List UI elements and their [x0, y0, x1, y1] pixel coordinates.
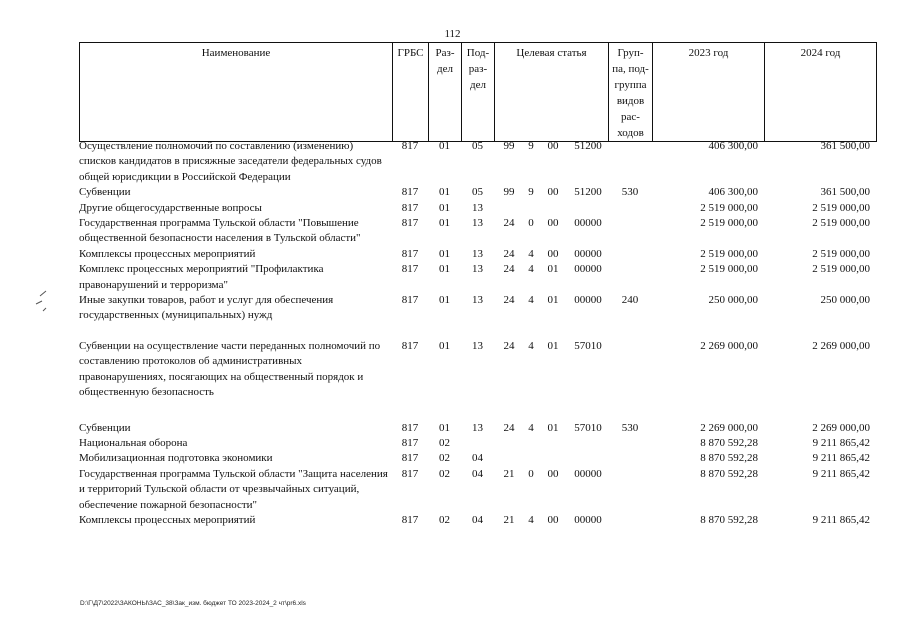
- cell-expense-group: [608, 436, 652, 451]
- table-row: [79, 185, 876, 200]
- cell-target-direction: [568, 201, 608, 216]
- cell-expense-group: [608, 451, 652, 466]
- cell-amount-2024: 361 500,00: [820, 140, 870, 152]
- cell-amount-2024: 9 211 865,42: [812, 452, 870, 465]
- cell-amount-2024: 9 211 865,42: [812, 467, 870, 480]
- cell-amount-2023: 8 870 592,28: [700, 436, 758, 449]
- cell-target-direction: 57010: [574, 339, 602, 352]
- cell-target-complex: 00: [547, 247, 559, 260]
- header-year-2024: 2024 год: [765, 43, 877, 142]
- cell-amount-2024: 9 211 865,42: [812, 436, 870, 449]
- cell-target-program: 21: [503, 467, 515, 480]
- footer-file-path: D:\Г\Д7\2022\ЗАКОНЫ\ЗАС_38\Зак_изм. бюджет ТО 2023-2024_2 чт\pr6.xls: [80, 600, 306, 607]
- cell-expense-group: [608, 339, 652, 421]
- budget-table: [79, 139, 876, 528]
- cell-expense-group: [608, 262, 652, 293]
- cell-amount-2023: 2 269 000,00: [700, 421, 758, 434]
- cell-razdel: 01: [439, 263, 450, 276]
- header-grbs: ГРБС: [393, 43, 429, 142]
- table-row: [79, 467, 876, 513]
- cell-grbs: 817: [401, 201, 419, 214]
- cell-target-direction: 51200: [574, 186, 602, 199]
- cell-target-complex: 01: [547, 339, 559, 352]
- cell-name: Осуществление полномочий по составлению (изменению) списков кандидатов в присяжные заседатели федеральных судов общей юрисдикции в Российской Федерации: [79, 140, 382, 183]
- table-row: [79, 421, 876, 436]
- table-row: [79, 451, 876, 466]
- cell-target-type: 4: [528, 339, 534, 352]
- cell-podrazdel: 13: [472, 217, 483, 230]
- cell-podrazdel: 13: [472, 421, 483, 434]
- cell-target-type: [524, 436, 538, 451]
- cell-grbs: 817: [401, 513, 419, 526]
- cell-amount-2024: 2 269 000,00: [812, 421, 870, 434]
- cell-grbs: 817: [401, 263, 419, 276]
- cell-podrazdel: 04: [472, 513, 483, 526]
- cell-expense-group: [608, 139, 652, 185]
- cell-target-program: 24: [503, 217, 515, 230]
- header-year-2023: 2023 год: [653, 43, 765, 142]
- cell-podrazdel: 13: [472, 263, 483, 276]
- header-group: Груп- па, под- группа видов рас- ходов: [609, 43, 653, 142]
- cell-name: Субвенции: [79, 186, 131, 199]
- cell-amount-2023: 250 000,00: [708, 294, 758, 307]
- cell-expense-group: 530: [621, 186, 639, 199]
- cell-amount-2023: 2 269 000,00: [700, 339, 758, 352]
- cell-grbs: 817: [401, 339, 419, 352]
- cell-name: Субвенции: [79, 421, 131, 434]
- margin-pen-marks: [32, 288, 62, 318]
- cell-target-type: 4: [528, 513, 534, 526]
- cell-target-program: 24: [503, 421, 515, 434]
- cell-razdel: 01: [439, 339, 450, 352]
- cell-razdel: 01: [439, 186, 450, 199]
- cell-target-program: [494, 436, 524, 451]
- cell-name: Другие общегосударственные вопросы: [79, 201, 262, 214]
- table-row: [79, 201, 876, 216]
- cell-razdel: 01: [439, 140, 450, 152]
- cell-target-complex: 00: [547, 186, 559, 199]
- header-razdel: Раз- дел: [429, 43, 462, 142]
- cell-target-complex: 00: [547, 140, 559, 152]
- table-row: [79, 513, 876, 528]
- cell-razdel: 02: [439, 467, 450, 480]
- cell-podrazdel: 05: [472, 140, 483, 152]
- cell-target-complex: [538, 436, 568, 451]
- cell-target-type: 0: [528, 467, 534, 480]
- cell-amount-2023: 8 870 592,28: [700, 513, 758, 526]
- cell-name: Комплексы процессных мероприятий: [79, 513, 256, 526]
- cell-podrazdel: 05: [472, 186, 483, 199]
- cell-amount-2023: 2 519 000,00: [700, 201, 758, 214]
- cell-razdel: 01: [439, 421, 450, 434]
- cell-amount-2023: 406 300,00: [708, 186, 758, 199]
- cell-target-complex: 01: [547, 421, 559, 434]
- cell-target-type: 9: [528, 140, 534, 152]
- cell-name: Государственная программа Тульской области "Защита населения и территорий Тульской области от чрезвычайных ситуаций, обеспечение пожарной безопасности": [79, 467, 388, 511]
- cell-expense-group: 240: [621, 294, 639, 307]
- cell-name: Субвенции на осуществление части переданных полномочий по составлению протоколов об административных правонарушениях, посягающих на общественный порядок и общественную безопасность: [79, 339, 381, 399]
- header-target: Целевая статья: [495, 43, 609, 142]
- cell-expense-group: [608, 513, 652, 528]
- cell-grbs: 817: [401, 140, 419, 152]
- cell-target-complex: [538, 451, 568, 466]
- cell-grbs: 817: [401, 294, 419, 307]
- cell-name: Комплекс процессных мероприятий "Профилактика правонарушений и терроризма": [79, 263, 324, 291]
- cell-razdel: 02: [439, 513, 450, 526]
- cell-target-complex: 00: [547, 217, 559, 230]
- cell-target-type: 4: [528, 294, 534, 307]
- cell-name: Комплексы процессных мероприятий: [79, 247, 256, 260]
- cell-amount-2024: 2 519 000,00: [812, 217, 870, 230]
- cell-target-program: 99: [503, 140, 515, 152]
- cell-target-program: 99: [503, 186, 515, 199]
- cell-grbs: 817: [401, 467, 419, 480]
- cell-target-direction: 00000: [574, 217, 602, 230]
- table-row: [79, 339, 876, 421]
- cell-podrazdel: 04: [472, 467, 483, 480]
- table-header: [79, 42, 876, 138]
- cell-amount-2024: 2 269 000,00: [812, 339, 870, 352]
- cell-target-program: 24: [503, 247, 515, 260]
- cell-podrazdel: 13: [472, 201, 483, 214]
- cell-amount-2023: 406 300,00: [708, 140, 758, 152]
- cell-grbs: 817: [401, 247, 419, 260]
- cell-target-direction: [568, 451, 608, 466]
- cell-target-complex: 01: [547, 263, 559, 276]
- cell-amount-2024: 2 519 000,00: [812, 201, 870, 214]
- header-name: Наименование: [80, 43, 393, 142]
- cell-name: Иные закупки товаров, работ и услуг для обеспечения государственных (муниципальных) нужд: [79, 294, 334, 322]
- cell-target-complex: 01: [547, 294, 559, 307]
- cell-grbs: 817: [401, 217, 419, 230]
- cell-target-type: 9: [528, 186, 534, 199]
- cell-target-complex: [538, 201, 568, 216]
- cell-target-direction: 00000: [574, 247, 602, 260]
- cell-target-type: [524, 451, 538, 466]
- cell-target-direction: 00000: [574, 294, 602, 307]
- cell-amount-2024: 2 519 000,00: [812, 247, 870, 260]
- cell-target-type: 4: [528, 421, 534, 434]
- cell-amount-2024: 2 519 000,00: [812, 263, 870, 276]
- cell-amount-2024: 9 211 865,42: [812, 513, 870, 526]
- cell-target-program: 24: [503, 263, 515, 276]
- header-podrazdel: Под- раз- дел: [462, 43, 495, 142]
- cell-razdel: 02: [439, 452, 450, 465]
- cell-target-direction: [568, 436, 608, 451]
- cell-grbs: 817: [401, 186, 419, 199]
- cell-target-complex: 00: [547, 467, 559, 480]
- header-table: [79, 42, 877, 142]
- cell-amount-2024: 361 500,00: [820, 186, 870, 199]
- cell-name: Государственная программа Тульской области "Повышение общественной безопасности населения в Тульской области": [79, 217, 361, 245]
- cell-expense-group: [608, 216, 652, 247]
- cell-amount-2023: 8 870 592,28: [700, 467, 758, 480]
- cell-amount-2024: 250 000,00: [820, 294, 870, 307]
- cell-target-type: 0: [528, 217, 534, 230]
- cell-grbs: 817: [401, 452, 419, 465]
- cell-target-program: 24: [503, 339, 515, 352]
- cell-amount-2023: 2 519 000,00: [700, 263, 758, 276]
- cell-target-direction: 00000: [574, 467, 602, 480]
- cell-target-program: 21: [503, 513, 515, 526]
- cell-amount-2023: 2 519 000,00: [700, 247, 758, 260]
- table-row: [79, 262, 876, 293]
- cell-target-program: 24: [503, 294, 515, 307]
- table-row: [79, 216, 876, 247]
- cell-razdel: 01: [439, 294, 450, 307]
- cell-razdel: 01: [439, 201, 450, 214]
- cell-podrazdel: 13: [472, 339, 483, 352]
- table-row: [79, 139, 876, 185]
- cell-name: Национальная оборона: [79, 436, 188, 449]
- cell-razdel: 01: [439, 217, 450, 230]
- cell-razdel: 02: [439, 436, 450, 449]
- cell-target-direction: 57010: [574, 421, 602, 434]
- cell-target-direction: 00000: [574, 513, 602, 526]
- cell-podrazdel: 13: [472, 247, 483, 260]
- cell-expense-group: [608, 247, 652, 262]
- cell-podrazdel: 04: [472, 452, 483, 465]
- page-number: 112: [444, 28, 461, 40]
- cell-target-type: 4: [528, 263, 534, 276]
- cell-razdel: 01: [439, 247, 450, 260]
- cell-amount-2023: 8 870 592,28: [700, 452, 758, 465]
- cell-expense-group: 530: [621, 421, 639, 434]
- cell-target-program: [494, 451, 524, 466]
- cell-expense-group: [608, 201, 652, 216]
- cell-expense-group: [608, 467, 652, 513]
- cell-target-direction: 51200: [574, 140, 602, 152]
- table-body: [79, 139, 876, 528]
- cell-grbs: 817: [401, 421, 419, 434]
- cell-target-type: [524, 201, 538, 216]
- cell-target-program: [494, 201, 524, 216]
- cell-podrazdel: [461, 436, 494, 451]
- cell-target-direction: 00000: [574, 263, 602, 276]
- table-row: [79, 247, 876, 262]
- table-row: [79, 436, 876, 451]
- cell-amount-2023: 2 519 000,00: [700, 217, 758, 230]
- cell-name: Мобилизационная подготовка экономики: [79, 452, 273, 465]
- table-row: [79, 293, 876, 339]
- cell-target-complex: 00: [547, 513, 559, 526]
- cell-grbs: 817: [401, 436, 419, 449]
- cell-podrazdel: 13: [472, 294, 483, 307]
- cell-target-type: 4: [528, 247, 534, 260]
